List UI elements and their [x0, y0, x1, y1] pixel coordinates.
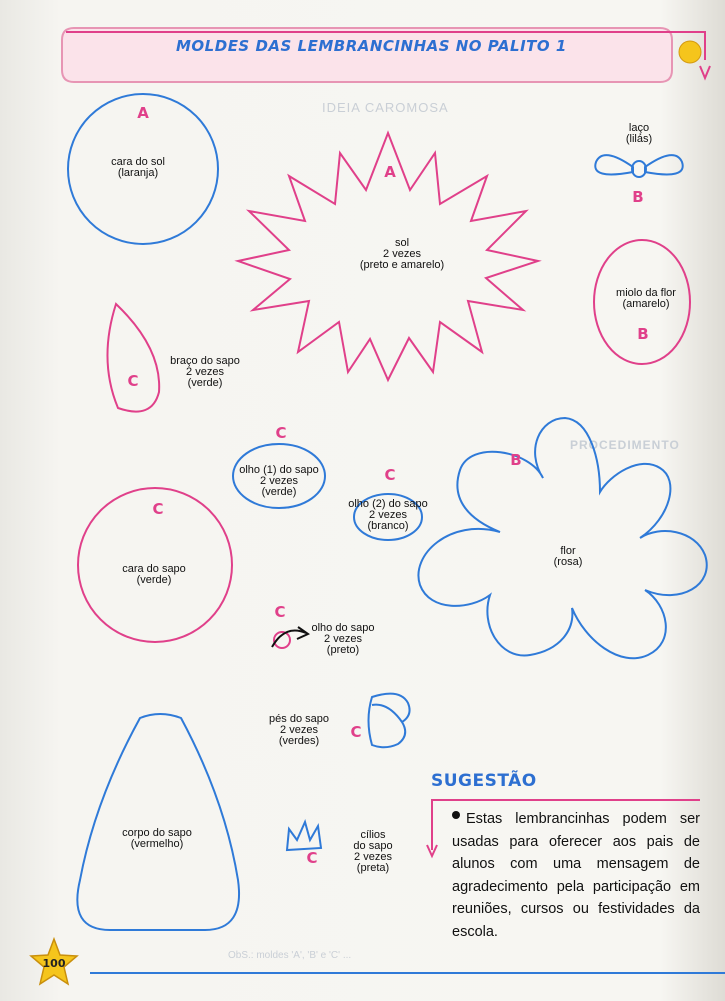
- label-frog-arm: braço do sapo 2 vezes (verde): [170, 355, 240, 389]
- label-sun: sol 2 vezes (preto e amarelo): [359, 237, 445, 271]
- label-frog-face: cara do sapo (verde): [122, 563, 186, 586]
- label-sun-face: cara do sol (laranja): [111, 156, 165, 179]
- pointer-arrowhead: [297, 627, 308, 639]
- show-through-text: IDEIA CAROMOSA: [322, 100, 449, 115]
- label-frog-feet: pés do sapo 2 vezes (verdes): [269, 713, 329, 747]
- mold-letter: C: [350, 723, 362, 741]
- page-title: MOLDES DAS LEMBRANCINHAS NO PALITO 1: [176, 37, 567, 55]
- eyelashes-outline: [287, 822, 321, 850]
- mold-letter: C: [127, 372, 139, 390]
- mold-letter: C: [274, 603, 286, 621]
- label-frog-small-eye: olho do sapo 2 vezes (preto): [311, 622, 375, 656]
- label-flower: flor (rosa): [553, 545, 583, 568]
- suggestion-title: SUGESTÃO: [431, 771, 537, 791]
- mold-letter: B: [632, 188, 644, 206]
- flower-outline: [418, 418, 706, 658]
- mold-letter: A: [137, 104, 149, 122]
- mold-letter: A: [384, 163, 396, 181]
- show-through-text: PROCEDIMENTO: [570, 438, 680, 452]
- label-bow: laço (lilás): [625, 122, 653, 145]
- show-through-text: ObS.: moldes 'A', 'B' e 'C' ...: [228, 950, 352, 961]
- label-frog-eye1: olho (1) do sapo 2 vezes (verde): [239, 464, 319, 498]
- label-flower-center: miolo da flor (amarelo): [616, 287, 676, 310]
- mold-letter: C: [306, 849, 318, 867]
- label-eyelashes: cílios do sapo 2 vezes (preta): [353, 829, 393, 874]
- mold-letter: C: [275, 424, 287, 442]
- mold-letter: C: [384, 466, 396, 484]
- page-number: 100: [42, 957, 66, 970]
- suggestion-text: Estas lembrancinhas podem ser usadas para oferecer aos pais de alunos com uma mensagem de agradecimento pela participação em reuniões, cursos ou festividades da escola.: [452, 811, 700, 940]
- bow-outline: [595, 155, 682, 177]
- frog-body-outline: [77, 714, 239, 930]
- label-frog-eye2: olho (2) do sapo 2 vezes (branco): [348, 498, 428, 532]
- mold-letter: B: [510, 451, 522, 469]
- mold-letter: B: [637, 325, 649, 343]
- frog-arm-outline: [107, 304, 159, 412]
- mold-letter: C: [152, 500, 164, 518]
- frog-feet-outline: [369, 694, 410, 748]
- label-frog-body: corpo do sapo (vermelho): [122, 827, 192, 850]
